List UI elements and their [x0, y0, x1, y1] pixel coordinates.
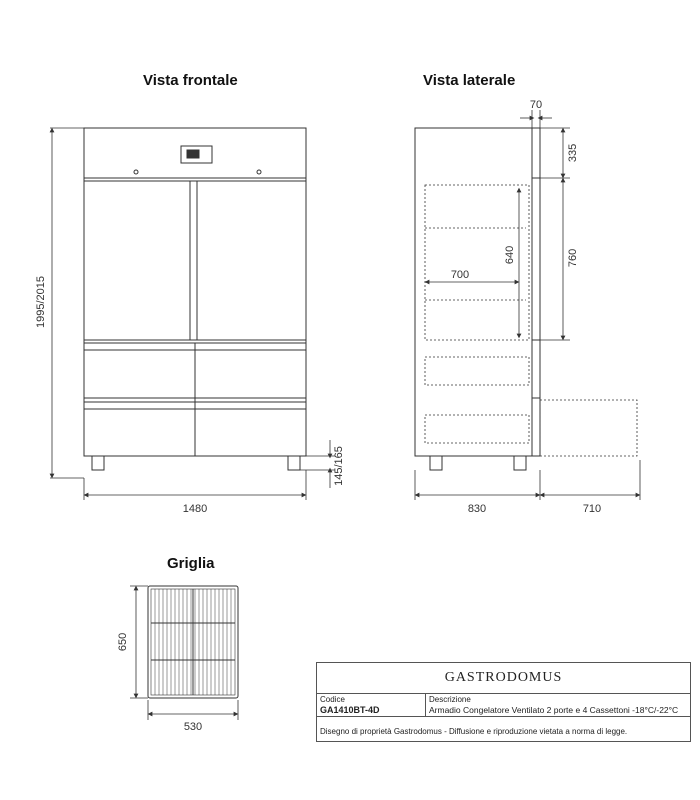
brand-name: GASTRODOMUS — [444, 670, 563, 685]
title-block — [316, 662, 691, 742]
grid-view — [148, 586, 238, 698]
dim-side-760: 760 — [567, 248, 579, 268]
dim-side-830: 830 — [467, 503, 487, 515]
front-foot-left — [92, 456, 104, 470]
front-view-title: Vista frontale — [143, 72, 238, 89]
code-label: Codice — [320, 695, 345, 704]
dim-grid-height: 650 — [117, 632, 129, 652]
description-value: Armadio Congelatore Ventilato 2 porte e 4 Cassettoni -18°C/-22°C — [429, 705, 679, 715]
side-view-title: Vista laterale — [423, 72, 516, 89]
front-view — [84, 128, 306, 470]
dim-front-width: 1480 — [182, 503, 208, 515]
grid-view-title: Griglia — [167, 555, 215, 572]
dim-side-710: 710 — [582, 503, 602, 515]
dim-front-height: 1995/2015 — [35, 276, 47, 328]
front-foot-right — [288, 456, 300, 470]
dim-side-640: 640 — [504, 245, 516, 265]
copyright-footer: Disegno di proprietà Gastrodomus - Diffusione e riproduzione vietata a norma di legge. — [320, 727, 628, 736]
code-value: GA1410BT-4D — [320, 705, 380, 715]
description-label: Descrizione — [429, 695, 471, 704]
side-foot-right — [514, 456, 526, 470]
side-foot-left — [430, 456, 442, 470]
side-cabinet-outline — [415, 128, 532, 456]
side-door-panel — [532, 128, 540, 456]
dim-side-335: 335 — [567, 143, 579, 163]
side-view — [415, 128, 637, 470]
dim-side-700: 700 — [450, 269, 470, 281]
dim-grid-width: 530 — [183, 721, 203, 733]
brand-logo — [317, 663, 690, 694]
dim-feet: 145/165 — [333, 446, 345, 486]
dim-side-top-depth: 70 — [529, 99, 543, 111]
